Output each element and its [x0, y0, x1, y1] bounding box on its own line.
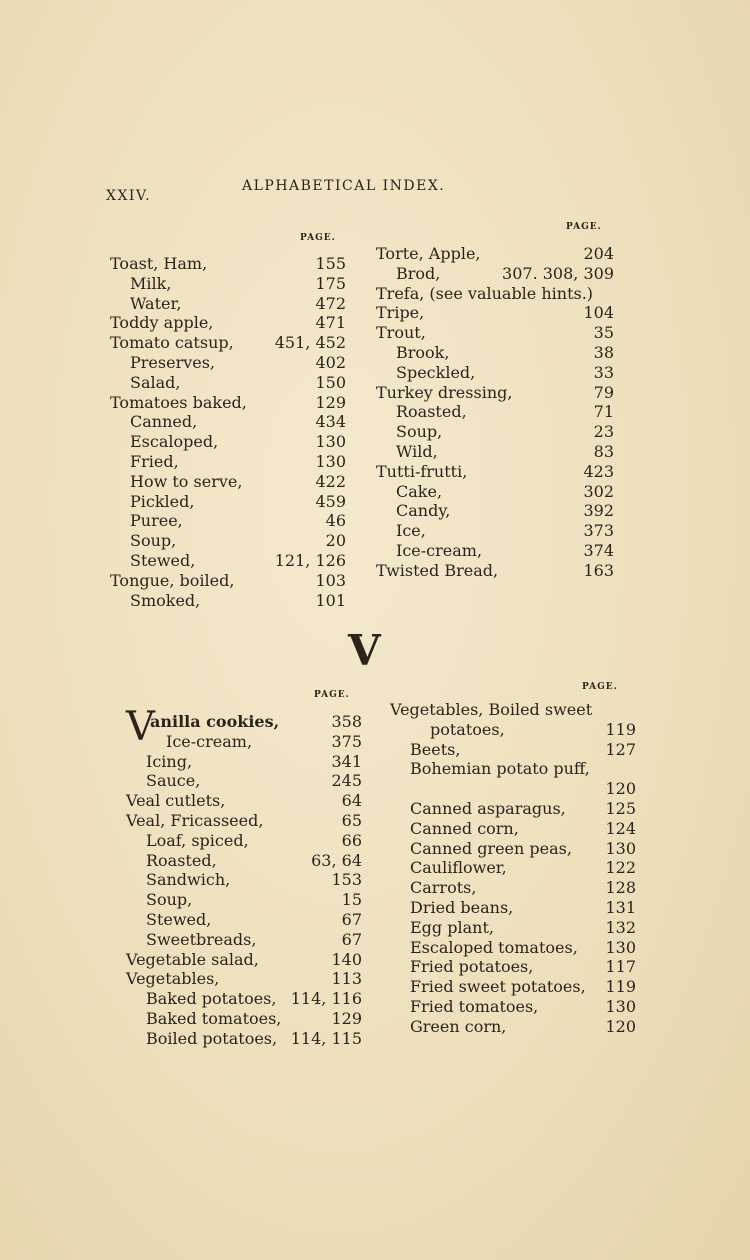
- index-entry: [376, 264, 614, 284]
- index-entry: [110, 452, 346, 472]
- entry-label: Sandwich,: [146, 870, 231, 890]
- index-entry: [376, 462, 614, 482]
- entry-label: anilla cookies,: [150, 712, 280, 731]
- entry-label: Baked tomatoes,: [146, 1008, 282, 1028]
- entry-page-number: 373: [583, 521, 614, 541]
- entry-label: Veal, Fricasseed,: [126, 810, 264, 830]
- entry-page-number: 422: [315, 471, 346, 491]
- entry-page-number: 129: [315, 392, 346, 412]
- index-entry: [376, 383, 614, 403]
- index-entry: [376, 402, 614, 422]
- entry-page-number: 66: [341, 830, 362, 850]
- entry-page-number: 114, 116: [290, 989, 362, 1009]
- index-entry: [126, 1029, 362, 1049]
- index-entry: [390, 878, 636, 898]
- entry-page-number: 20: [325, 531, 346, 551]
- entry-page-number: 130: [605, 937, 636, 957]
- index-entry: [110, 511, 346, 531]
- entry-page-number: 459: [315, 491, 346, 511]
- index-entry: [390, 799, 636, 819]
- entry-label: Vegetables, Boiled sweet: [390, 700, 593, 719]
- entry-page-number: 150: [315, 372, 346, 392]
- index-entry: [376, 244, 614, 264]
- entry-label: Baked potatoes,: [146, 989, 277, 1009]
- entry-label: Canned corn,: [410, 818, 519, 838]
- index-column-v-left: [126, 704, 362, 1049]
- index-entry: [376, 303, 614, 323]
- entry-label: Soup,: [396, 422, 443, 442]
- entry-label: Torte, Apple,: [376, 244, 481, 263]
- entry-label: Bohemian potato puff,: [410, 759, 590, 779]
- page-number: XXIV.: [106, 188, 152, 204]
- entry-label: Candy,: [396, 501, 451, 521]
- entry-label: How to serve,: [130, 471, 243, 491]
- entry-page-number: 83: [593, 441, 614, 461]
- index-entry: [390, 977, 636, 997]
- entry-label: Puree,: [130, 511, 183, 531]
- entry-label: Milk,: [130, 273, 172, 293]
- entry-page-number: 451, 452: [274, 333, 346, 353]
- entry-label: Loaf, spiced,: [146, 830, 249, 850]
- index-entry: [110, 492, 346, 512]
- index-entry: [390, 700, 636, 720]
- entry-page-number: 132: [605, 917, 636, 937]
- entry-page-number: 434: [315, 412, 346, 432]
- entry-page-number: 130: [315, 451, 346, 471]
- entry-page-number: 423: [583, 461, 614, 481]
- entry-page-number: 341: [331, 751, 362, 771]
- entry-label: Brod,: [396, 263, 441, 283]
- index-entry: [376, 363, 614, 383]
- index-entry: [126, 890, 362, 910]
- entry-label: Beets,: [410, 739, 461, 759]
- index-entry: [390, 1017, 636, 1037]
- entry-page-number: 63, 64: [311, 850, 362, 870]
- entry-label: Ice-cream,: [166, 731, 253, 751]
- entry-label: Tripe,: [376, 303, 425, 323]
- index-entry: [110, 294, 346, 314]
- entry-page-number: 15: [341, 890, 362, 910]
- entry-page-number: 67: [341, 909, 362, 929]
- entry-page-number: 124: [605, 818, 636, 838]
- entry-page-number: 119: [605, 719, 636, 739]
- entry-label: Fried,: [130, 451, 179, 471]
- entry-label: Boiled potatoes,: [146, 1028, 278, 1048]
- entry-label: Carrots,: [410, 878, 477, 898]
- index-entry: [390, 839, 636, 859]
- entry-page-number: 125: [605, 798, 636, 818]
- entry-label: Veal cutlets,: [126, 791, 226, 811]
- entry-label: Canned green peas,: [410, 838, 572, 858]
- entry-label: Canned,: [130, 412, 198, 432]
- index-entry: [110, 472, 346, 492]
- entry-label: Toast, Ham,: [110, 254, 208, 273]
- index-entry: [110, 333, 346, 353]
- entry-label: Stewed,: [130, 550, 196, 570]
- index-entry: [376, 541, 614, 561]
- index-entry: [376, 442, 614, 462]
- entry-label: Salad,: [130, 372, 181, 392]
- entry-page-number: 117: [605, 957, 636, 977]
- entry-label: Ice-cream,: [396, 540, 483, 560]
- entry-label: Soup,: [146, 890, 193, 910]
- entry-page-number: 79: [593, 382, 614, 402]
- index-entry: [126, 791, 362, 811]
- index-entry: [126, 969, 362, 989]
- entry-label: Fried tomatoes,: [410, 996, 539, 1016]
- entry-page-number: 120: [605, 1016, 636, 1036]
- entry-page-number: 374: [583, 540, 614, 560]
- index-entry: [376, 482, 614, 502]
- entry-label: Roasted,: [396, 402, 467, 422]
- section-letter: V: [348, 626, 381, 675]
- entry-page-number: 471: [315, 313, 346, 333]
- column-heading-v-left: PAGE.: [314, 690, 350, 700]
- entry-page-number: 375: [331, 731, 362, 751]
- index-entry: [376, 561, 614, 581]
- entry-page-number: 114, 115: [290, 1028, 362, 1048]
- index-entry: [126, 851, 362, 871]
- entry-page-number: 113: [331, 969, 362, 989]
- index-entry: [390, 997, 636, 1017]
- entry-label: Pickled,: [130, 491, 195, 511]
- entry-label: Escaloped,: [130, 432, 219, 452]
- index-entry: [390, 819, 636, 839]
- index-entry: [390, 759, 636, 779]
- entry-page-number: 140: [331, 949, 362, 969]
- entry-label: Dried beans,: [410, 897, 514, 917]
- index-entry: [110, 254, 346, 274]
- entry-label: Wild,: [396, 441, 438, 461]
- entry-page-number: 175: [315, 273, 346, 293]
- index-entry: [376, 521, 614, 541]
- entry-label: Speckled,: [396, 362, 476, 382]
- index-entry: [126, 930, 362, 950]
- index-entry: [110, 274, 346, 294]
- entry-page-number: 104: [583, 303, 614, 323]
- entry-label: Preserves,: [130, 352, 216, 372]
- entry-label: Trefa, (see valuable hints.): [376, 283, 594, 303]
- entry-page-number: 38: [593, 342, 614, 362]
- entry-label: Tutti-frutti,: [376, 461, 468, 481]
- entry-page-number: 35: [593, 323, 614, 343]
- entry-label: Smoked,: [130, 590, 201, 610]
- index-entry: [110, 531, 346, 551]
- index-entry: [390, 858, 636, 878]
- entry-label: Toddy apple,: [110, 313, 214, 333]
- index-entry: [376, 501, 614, 521]
- entry-label: Cake,: [396, 481, 443, 501]
- entry-label: Tomatoes baked,: [110, 392, 247, 412]
- entry-label: Trout,: [376, 323, 426, 343]
- entry-label: Sweetbreads,: [146, 929, 257, 949]
- entry-page-number: 155: [315, 254, 346, 273]
- index-entry: [376, 284, 614, 304]
- index-entry: [390, 957, 636, 977]
- entry-page-number: 64: [341, 791, 362, 811]
- index-entry: [390, 740, 636, 760]
- index-entry: [110, 551, 346, 571]
- index-column-t-right: [376, 244, 614, 581]
- entry-label: Canned asparagus,: [410, 798, 566, 818]
- index-entry: [376, 343, 614, 363]
- entry-label: Twisted Bread,: [376, 560, 499, 580]
- column-heading-t-right: PAGE.: [566, 222, 602, 232]
- entry-page-number: 130: [315, 432, 346, 452]
- entry-page-number: 71: [593, 402, 614, 422]
- entry-page-number: 129: [331, 1008, 362, 1028]
- entry-page-number: 127: [605, 739, 636, 759]
- entry-page-number: 119: [605, 977, 636, 997]
- index-entry: [376, 422, 614, 442]
- index-entry: [110, 412, 346, 432]
- entry-page-number: 358: [331, 712, 362, 731]
- entry-label: Icing,: [146, 751, 193, 771]
- index-entry: [390, 898, 636, 918]
- index-entry: [390, 779, 636, 799]
- entry-label: Turkey dressing,: [376, 382, 513, 402]
- index-entry: [126, 870, 362, 890]
- entry-page-number: 245: [331, 771, 362, 791]
- entry-page-number: 23: [593, 422, 614, 442]
- entry-label: potatoes,: [430, 719, 505, 739]
- entry-label: Fried potatoes,: [410, 957, 534, 977]
- entry-page-number: 122: [605, 858, 636, 878]
- entry-label: Ice,: [396, 521, 426, 541]
- entry-label: Water,: [130, 293, 182, 313]
- entry-page-number: 67: [341, 929, 362, 949]
- index-entry: [126, 1009, 362, 1029]
- index-column-t-left: [110, 254, 346, 610]
- entry-page-number: 302: [583, 481, 614, 501]
- index-entry: [110, 313, 346, 333]
- entry-label: Brook,: [396, 342, 450, 362]
- entry-page-number: 120: [605, 779, 636, 799]
- entry-label: Stewed,: [146, 909, 212, 929]
- entry-page-number: 307. 308, 309: [502, 263, 614, 283]
- entry-label: Fried sweet potatoes,: [410, 977, 586, 997]
- entry-label: Vegetables,: [126, 969, 220, 989]
- column-heading-v-right: PAGE.: [582, 682, 618, 692]
- index-entry: [126, 732, 362, 752]
- index-entry: [110, 591, 346, 611]
- entry-page-number: 392: [583, 501, 614, 521]
- entry-page-number: 402: [315, 352, 346, 372]
- index-entry: [126, 811, 362, 831]
- column-heading-t-left: PAGE.: [300, 233, 336, 243]
- entry-label: Tongue, boiled,: [110, 570, 235, 590]
- index-entry: [110, 353, 346, 373]
- index-entry: [126, 771, 362, 791]
- entry-label: Roasted,: [146, 850, 217, 870]
- drop-cap-letter: V: [126, 704, 155, 750]
- entry-page-number: 204: [583, 244, 614, 263]
- entry-label: Escaloped tomatoes,: [410, 937, 578, 957]
- index-column-v-right: [390, 700, 636, 1037]
- entry-label: Tomato catsup,: [110, 333, 234, 353]
- entry-page-number: 101: [315, 590, 346, 610]
- index-entry: [390, 918, 636, 938]
- entry-label: Green corn,: [410, 1016, 507, 1036]
- entry-label: Soup,: [130, 531, 177, 551]
- entry-page-number: 128: [605, 878, 636, 898]
- index-entry: [126, 950, 362, 970]
- page-title: ALPHABETICAL INDEX.: [242, 178, 446, 194]
- entry-page-number: 472: [315, 293, 346, 313]
- index-entry: [126, 752, 362, 772]
- entry-page-number: 46: [325, 511, 346, 531]
- entry-page-number: 130: [605, 838, 636, 858]
- entry-page-number: 33: [593, 362, 614, 382]
- entry-page-number: 131: [605, 897, 636, 917]
- entry-label: Vegetable salad,: [126, 949, 259, 969]
- index-entry: [110, 571, 346, 591]
- entry-page-number: 130: [605, 996, 636, 1016]
- index-entry: [110, 432, 346, 452]
- entry-page-number: 65: [341, 810, 362, 830]
- entry-page-number: 121, 126: [274, 550, 346, 570]
- index-entry: [110, 373, 346, 393]
- entry-page-number: 153: [331, 870, 362, 890]
- entry-label: Sauce,: [146, 771, 201, 791]
- index-entry: [376, 323, 614, 343]
- index-entry: [126, 910, 362, 930]
- entry-label: Egg plant,: [410, 917, 494, 937]
- entry-page-number: 103: [315, 570, 346, 590]
- index-entry: [390, 720, 636, 740]
- index-entry: [126, 831, 362, 851]
- index-entry: [110, 393, 346, 413]
- index-entry: [390, 938, 636, 958]
- entry-page-number: 163: [583, 560, 614, 580]
- entry-label: Cauliflower,: [410, 858, 507, 878]
- index-entry: [126, 989, 362, 1009]
